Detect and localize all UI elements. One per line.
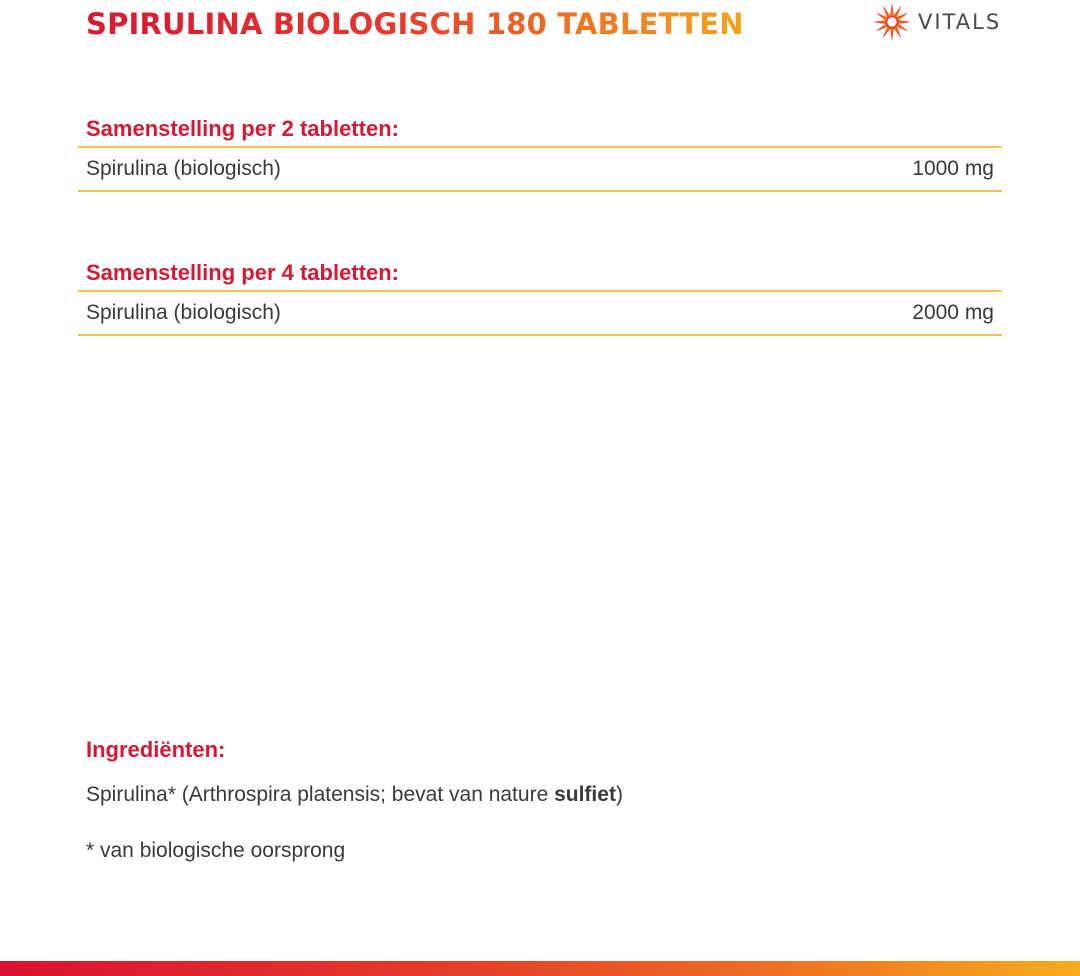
composition-section-4-tablets	[78, 256, 1002, 336]
footnote: * van biologische oorsprong	[86, 839, 346, 862]
ingredient-name: Spirulina (biologisch)	[86, 301, 281, 324]
ingredients-heading: Ingrediënten:	[86, 737, 226, 762]
logo-text: VITALS	[918, 10, 1002, 34]
table-row	[78, 290, 1002, 336]
table-row	[78, 146, 1002, 192]
ingredients-section	[86, 732, 1006, 866]
vitals-star-icon	[872, 2, 912, 42]
page-title: SPIRULINA BIOLOGISCH 180 TABLETTEN	[86, 4, 744, 44]
ingredient-amount: 1000 mg	[912, 157, 994, 180]
section-heading: Samenstelling per 4 tabletten:	[86, 260, 399, 285]
ingredients-text-start: Spirulina* (Arthrospira platensis; bevat van nature	[86, 783, 555, 806]
allergen-highlight: sulfiet	[554, 783, 616, 806]
ingredient-name: Spirulina (biologisch)	[86, 157, 281, 180]
ingredients-text	[86, 780, 1006, 810]
section-heading: Samenstelling per 2 tabletten:	[86, 116, 399, 141]
composition-section-2-tablets	[78, 112, 1002, 192]
brand-logo	[872, 2, 1001, 42]
ingredients-text-end: )	[615, 783, 623, 806]
ingredient-amount: 2000 mg	[912, 301, 994, 324]
footer-gradient-bar	[0, 961, 1080, 976]
